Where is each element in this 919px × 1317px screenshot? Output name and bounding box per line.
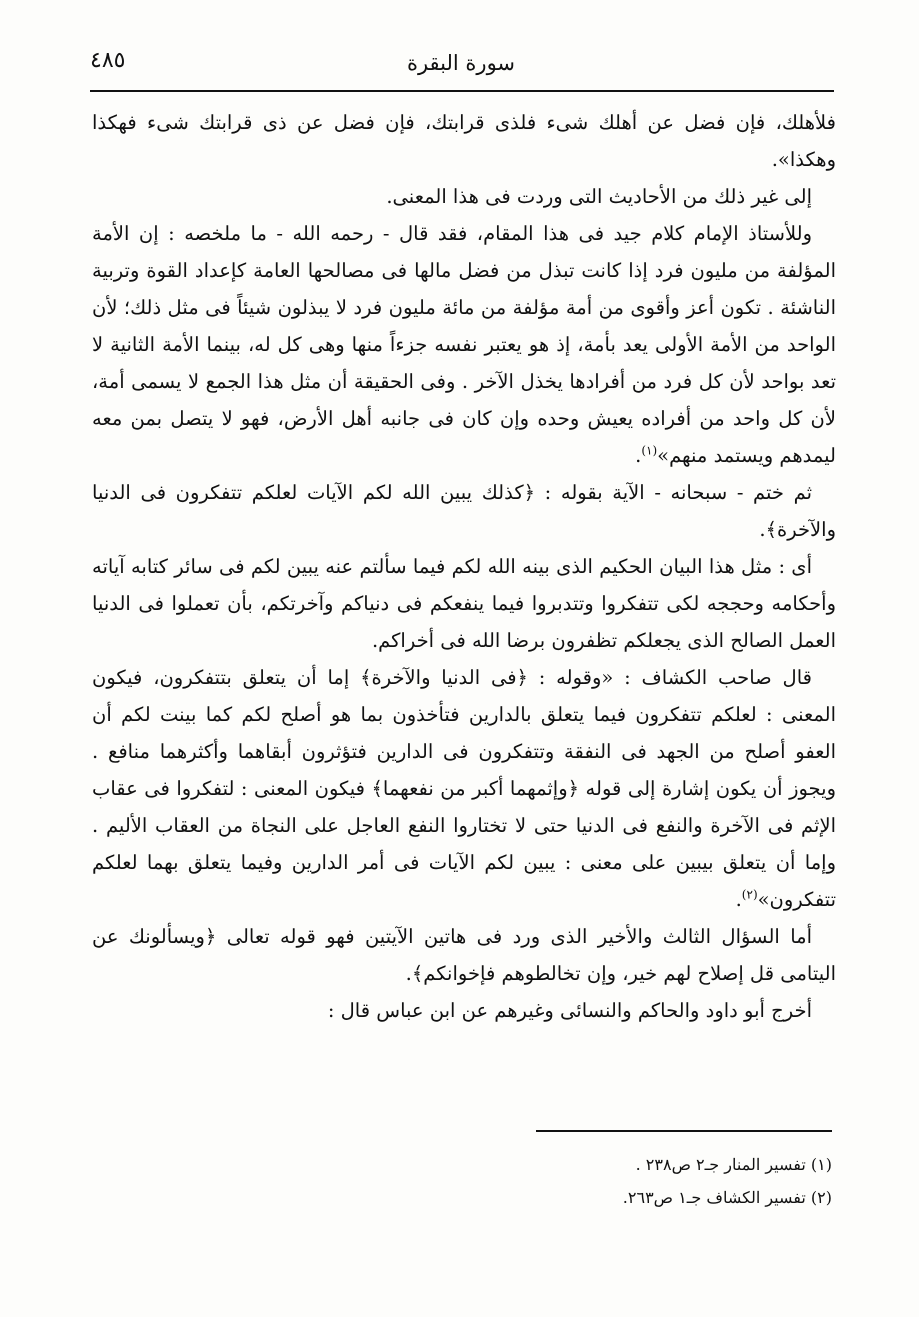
paragraph-5: أى : مثل هذا البيان الحكيم الذى بينه الله لكم فيما سألتم عنه يبين لكم فى سائر كتابه آياته وأحكامه وحججه لكى تتفكروا وتتدبروا فيما ينفعكم فى دنياكم وآخرتكم، بأن تعملوا فى الدنيا العمل الصالح الذى يجعلكم تظفرون برضا الله فى أخراكم. xyxy=(92,555,836,652)
main-text xyxy=(92,104,836,1029)
page-number: ٤٨٥ xyxy=(90,48,126,73)
paragraph-6-end: . xyxy=(735,888,742,911)
paragraph-3-text: وللأستاذ الإمام كلام جيد فى هذا المقام، فقد قال - رحمه الله - ما ملخصه : إن الأمة المؤلفة من مليون فرد إذا كانت تبذل من فضل مالها فى مصالحها العامة كإعداد القوة وتربية الناشئة . تكون أعز وأقوى من أمة مؤلفة من مائة مليون فرد لا يبذلون شيئاً فى مثل ذلك؛ لأن الواحد من الأمة الأولى يعد بأمة، إذ هو يعتبر نفسه جزءاً منها وهى كل له، بينما الأمة الثانية لا تعد بواحد لأن كل فرد من أفرادها يخذل الآخر . وفى الحقيقة أن مثل هذا الجمع لا يسمى أمة، لأن كل واحد من أفراده يعيش وحده وإن كان فى جانبه أهل الأرض، فهو لا يتصل بمن معه ليمدهم ويستمد منهم» xyxy=(92,222,836,467)
paragraph-7: أما السؤال الثالث والأخير الذى ورد فى هاتين الآيتين فهو قوله تعالى ﴿ويسألونك عن اليتامى قل إصلاح لهم خير، وإن تخالطوهم فإخوانكم﴾. xyxy=(92,925,836,985)
paragraph-6 xyxy=(92,659,836,918)
header-divider xyxy=(90,90,834,92)
footnotes xyxy=(300,1148,832,1214)
paragraph-8: أخرج أبو داود والحاكم والنسائى وغيرهم عن ابن عباس قال : xyxy=(327,999,812,1022)
paragraph-1: فلأهلك، فإن فضل عن أهلك شىء فلذى قرابتك، فإن فضل عن ذى قرابتك شىء فهكذا وهكذا». xyxy=(92,111,836,171)
footnote-1: (١) تفسير المنار جـ٢ ص٢٣٨ . xyxy=(635,1155,832,1174)
page-header xyxy=(90,40,832,88)
paragraph-2: إلى غير ذلك من الأحاديث التى وردت فى هذا المعنى. xyxy=(386,185,812,208)
paragraph-3 xyxy=(92,215,836,474)
surah-title: سورة البقرة xyxy=(406,51,516,75)
footnote-2: (٢) تفسير الكشاف جـ١ ص٢٦٣. xyxy=(622,1188,832,1207)
paragraph-6-text: قال صاحب الكشاف : «وقوله : ﴿فى الدنيا والآخرة﴾ إما أن يتعلق بتتفكرون، فيكون المعنى : لعلكم تتفكرون فيما يتعلق بالدارين فتأخذون بما هو أصلح لكم كما بينت لكم أن العفو أصلح من الجهد فى النفقة وتتفكرون فى الدارين فتؤثرون أبقاهما وأكثرهما منافع . ويجوز أن يكون إشارة إلى قوله ﴿وإثمهما أكبر من نفعهما﴾ فيكون المعنى : لتفكروا فى عقاب الإثم فى الآخرة والنفع فى الدنيا حتى لا تختاروا النفع العاجل على النجاة من العقاب الأليم . وإما أن يتعلق بيبين على معنى : يبين لكم الآيات فى أمر الدارين وفيما يتعلق بهما لعلكم تتفكرون» xyxy=(92,666,836,911)
footnote-divider xyxy=(536,1130,832,1132)
footnote-ref-1: (١) xyxy=(641,443,658,458)
footnote-ref-2: (٢) xyxy=(741,887,758,902)
paragraph-4: ثم ختم - سبحانه - الآية بقوله : ﴿كذلك يبين الله لكم الآيات لعلكم تتفكرون فى الدنيا والآخرة﴾. xyxy=(92,481,836,541)
paragraph-3-end: . xyxy=(635,444,642,467)
